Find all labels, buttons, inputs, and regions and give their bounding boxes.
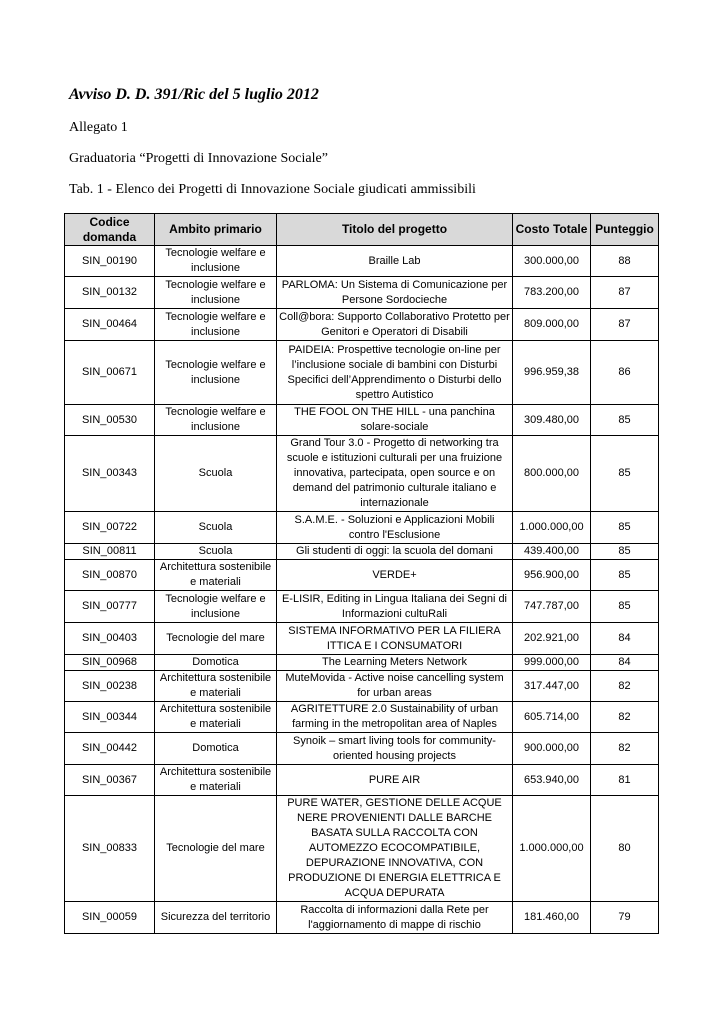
cell-score: 80 <box>591 796 659 902</box>
cell-area: Tecnologie welfare e inclusione <box>155 246 277 277</box>
cell-area: Architettura sostenibile e materiali <box>155 560 277 591</box>
cell-code: SIN_00530 <box>65 405 155 436</box>
cell-cost: 605.714,00 <box>513 702 591 733</box>
cell-area: Scuola <box>155 436 277 512</box>
attachment-label: Allegato 1 <box>69 120 128 135</box>
cell-score: 86 <box>591 341 659 405</box>
cell-title: Coll@bora: Supporto Collaborativo Protetto per Genitori e Operatori di Disabili <box>277 309 513 341</box>
cell-area: Architettura sostenibile e materiali <box>155 671 277 702</box>
cell-area: Domotica <box>155 655 277 671</box>
cell-code: SIN_00442 <box>65 733 155 765</box>
cell-code: SIN_00403 <box>65 623 155 655</box>
col-header-code: Codice domanda <box>65 214 155 246</box>
cell-score: 85 <box>591 560 659 591</box>
cell-code: SIN_00343 <box>65 436 155 512</box>
cell-score: 84 <box>591 623 659 655</box>
cell-title: Grand Tour 3.0 - Progetto di networking tra scuole e istituzioni culturali per una fruizione innovativa, partecipata, open source e on demand del patrimonio culturale italiano e internazionale <box>277 436 513 512</box>
table-row <box>65 902 659 934</box>
cell-title: MuteMovida - Active noise cancelling system for urban areas <box>277 671 513 702</box>
table-row <box>65 623 659 655</box>
cell-area: Tecnologie welfare e inclusione <box>155 405 277 436</box>
table-row <box>65 277 659 309</box>
cell-code: SIN_00833 <box>65 796 155 902</box>
cell-area: Architettura sostenibile e materiali <box>155 702 277 733</box>
cell-score: 84 <box>591 655 659 671</box>
cell-code: SIN_00132 <box>65 277 155 309</box>
cell-title: Braille Lab <box>277 246 513 277</box>
cell-score: 82 <box>591 671 659 702</box>
cell-area: Scuola <box>155 512 277 544</box>
cell-code: SIN_00190 <box>65 246 155 277</box>
cell-title: PARLOMA: Un Sistema di Comunicazione per Persone Sordocieche <box>277 277 513 309</box>
cell-code: SIN_00671 <box>65 341 155 405</box>
table-row <box>65 733 659 765</box>
table-row <box>65 544 659 560</box>
cell-cost: 653.940,00 <box>513 765 591 796</box>
cell-cost: 439.400,00 <box>513 544 591 560</box>
cell-code: SIN_00464 <box>65 309 155 341</box>
cell-cost: 309.480,00 <box>513 405 591 436</box>
cell-area: Scuola <box>155 544 277 560</box>
table-row <box>65 765 659 796</box>
cell-code: SIN_00367 <box>65 765 155 796</box>
cell-cost: 1.000.000,00 <box>513 796 591 902</box>
cell-cost: 996.959,38 <box>513 341 591 405</box>
table-header <box>65 214 659 246</box>
ranking-title: Graduatoria “Progetti di Innovazione Sociale” <box>69 151 328 166</box>
cell-score: 85 <box>591 436 659 512</box>
cell-title: Synoik – smart living tools for community-oriented housing projects <box>277 733 513 765</box>
cell-score: 81 <box>591 765 659 796</box>
cell-title: PURE WATER, GESTIONE DELLE ACQUE NERE PROVENIENTI DALLE BARCHE BASATA SULLA RACCOLTA CON AUTOMEZZO ECOCOMPATIBILE, DEPURAZIONE INNOVATIVA, CON PRODUZIONE DI ENERGIA ELETTRICA E ACQUA DEPURATA <box>277 796 513 902</box>
table-row <box>65 655 659 671</box>
cell-area: Tecnologie welfare e inclusione <box>155 277 277 309</box>
cell-area: Tecnologie welfare e inclusione <box>155 309 277 341</box>
cell-title: Gli studenti di oggi: la scuola del domani <box>277 544 513 560</box>
cell-code: SIN_00870 <box>65 560 155 591</box>
cell-cost: 202.921,00 <box>513 623 591 655</box>
col-header-title: Titolo del progetto <box>277 214 513 246</box>
cell-title: SISTEMA INFORMATIVO PER LA FILIERA ITTICA E I CONSUMATORI <box>277 623 513 655</box>
cell-code: SIN_00968 <box>65 655 155 671</box>
cell-score: 88 <box>591 246 659 277</box>
cell-area: Domotica <box>155 733 277 765</box>
cell-score: 87 <box>591 277 659 309</box>
cell-title: S.A.M.E. - Soluzioni e Applicazioni Mobili contro l'Esclusione <box>277 512 513 544</box>
cell-title: Raccolta di informazioni dalla Rete per l'aggiornamento di mappe di rischio <box>277 902 513 934</box>
cell-area: Tecnologie welfare e inclusione <box>155 341 277 405</box>
table-row <box>65 702 659 733</box>
table-row <box>65 671 659 702</box>
table-body <box>65 246 659 934</box>
cell-area: Tecnologie del mare <box>155 796 277 902</box>
cell-score: 85 <box>591 405 659 436</box>
projects-table <box>64 213 659 934</box>
table-row <box>65 796 659 902</box>
cell-score: 85 <box>591 512 659 544</box>
table-row <box>65 591 659 623</box>
cell-cost: 809.000,00 <box>513 309 591 341</box>
cell-cost: 747.787,00 <box>513 591 591 623</box>
cell-title: PAIDEIA: Prospettive tecnologie on-line per l’inclusione sociale di bambini con Disturbi Specifici dell’Apprendimento o Disturbi dello spettro Autistico <box>277 341 513 405</box>
cell-cost: 999.000,00 <box>513 655 591 671</box>
table-row <box>65 560 659 591</box>
cell-title: PURE AIR <box>277 765 513 796</box>
table-row <box>65 341 659 405</box>
cell-area: Sicurezza del territorio <box>155 902 277 934</box>
cell-score: 82 <box>591 702 659 733</box>
table-row <box>65 246 659 277</box>
table-row <box>65 405 659 436</box>
cell-cost: 317.447,00 <box>513 671 591 702</box>
col-header-score: Punteggio <box>591 214 659 246</box>
cell-title: VERDE+ <box>277 560 513 591</box>
cell-code: SIN_00059 <box>65 902 155 934</box>
cell-cost: 900.000,00 <box>513 733 591 765</box>
cell-score: 85 <box>591 544 659 560</box>
cell-title: THE FOOL ON THE HILL - una panchina solare-sociale <box>277 405 513 436</box>
cell-area: Tecnologie del mare <box>155 623 277 655</box>
cell-score: 85 <box>591 591 659 623</box>
cell-score: 87 <box>591 309 659 341</box>
cell-code: SIN_00811 <box>65 544 155 560</box>
cell-code: SIN_00777 <box>65 591 155 623</box>
cell-area: Tecnologie welfare e inclusione <box>155 591 277 623</box>
table-row <box>65 512 659 544</box>
cell-code: SIN_00344 <box>65 702 155 733</box>
cell-area: Architettura sostenibile e materiali <box>155 765 277 796</box>
cell-code: SIN_00722 <box>65 512 155 544</box>
cell-cost: 1.000.000,00 <box>513 512 591 544</box>
cell-score: 79 <box>591 902 659 934</box>
table-row <box>65 309 659 341</box>
cell-cost: 181.460,00 <box>513 902 591 934</box>
cell-cost: 300.000,00 <box>513 246 591 277</box>
cell-cost: 956.900,00 <box>513 560 591 591</box>
cell-title: AGRITETTURE 2.0 Sustainability of urban farming in the metropolitan area of Naples <box>277 702 513 733</box>
document-title: Avviso D. D. 391/Ric del 5 luglio 2012 <box>69 86 319 103</box>
col-header-cost: Costo Totale <box>513 214 591 246</box>
cell-title: E-LISIR, Editing in Lingua Italiana dei Segni di Informazioni cultuRali <box>277 591 513 623</box>
cell-score: 82 <box>591 733 659 765</box>
cell-cost: 783.200,00 <box>513 277 591 309</box>
cell-code: SIN_00238 <box>65 671 155 702</box>
table-caption: Tab. 1 - Elenco dei Progetti di Innovazione Sociale giudicati ammissibili <box>69 182 476 197</box>
table-row <box>65 436 659 512</box>
cell-cost: 800.000,00 <box>513 436 591 512</box>
header-row <box>65 214 659 246</box>
col-header-area: Ambito primario <box>155 214 277 246</box>
cell-title: The Learning Meters Network <box>277 655 513 671</box>
